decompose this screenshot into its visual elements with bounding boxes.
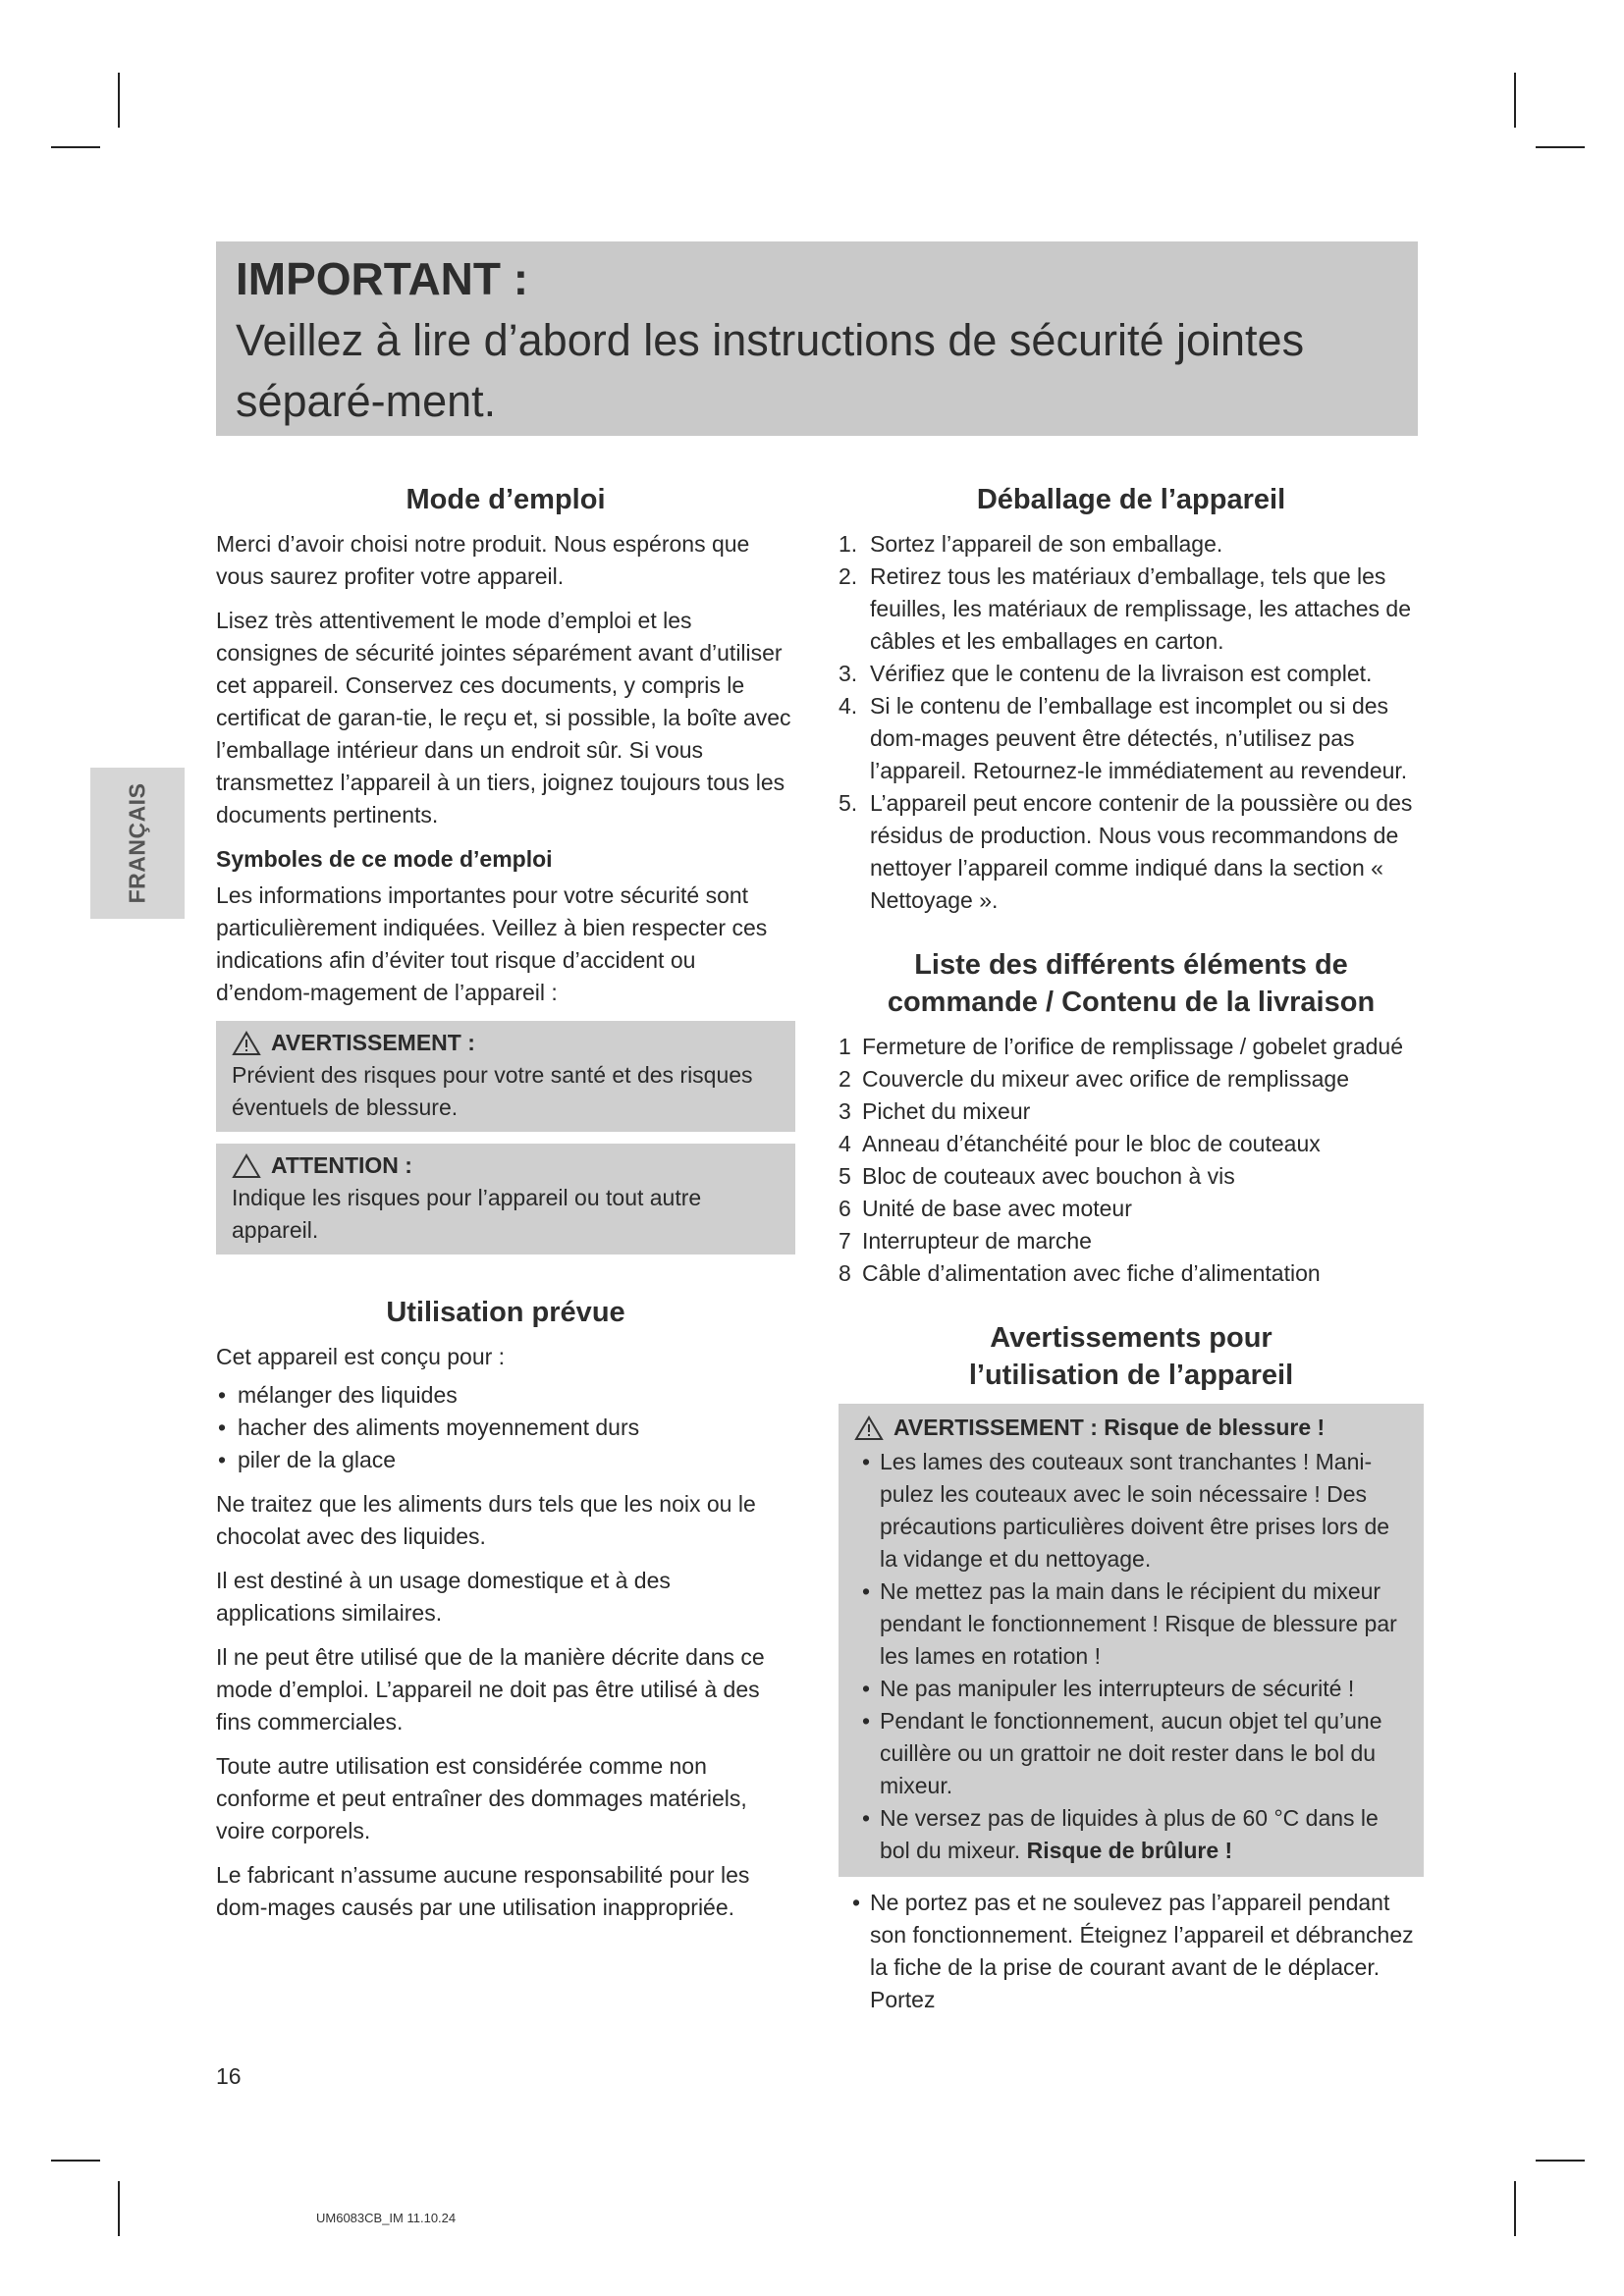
warning-item-text: Les lames des couteaux sont tranchantes ! Mani-pulez les couteaux avec le soin nécessaire ! Des précautions particulières doivent être prises lors de la vidange et du nettoyage.	[880, 1449, 1390, 1572]
part-number: 2	[839, 1066, 851, 1092]
part-text: Anneau d’étanchéité pour le bloc de couteaux	[862, 1131, 1321, 1156]
list-item	[839, 787, 1424, 917]
injury-warning-list	[848, 1446, 1410, 1867]
list-item	[848, 1575, 1410, 1673]
mode-paragraph-2: Lisez très attentivement le mode d’emploi et les consignes de sécurité jointes séparément avant d’utiliser cet appareil. Conservez ces documents, y compris le certificat de garan-tie, le reçu et, si possible, la boîte avec l’emballage intérieur dans un endroit sûr. Si vous transmettez l’appareil à un tiers, joignez toujours tous les documents pertinents.	[216, 608, 791, 828]
warnings-title-line-1: Avertissements pour	[990, 1322, 1272, 1354]
injury-warning-box	[839, 1404, 1424, 1877]
warning-triangle-icon	[854, 1415, 884, 1441]
symbols-title: Symboles de ce mode d’emploi	[216, 846, 553, 872]
step-text: L’appareil peut encore contenir de la poussière ou des résidus de production. Nous vous recommandons de nettoyer l’appareil comme indiqué dans la section « Nettoyage ».	[870, 790, 1413, 913]
after-warning-list	[839, 1887, 1424, 2016]
list-item	[848, 1446, 1410, 1575]
symbols-paragraph: Les informations importantes pour votre sécurité sont particulièrement indiquées. Veillez à bien respecter ces indications afin d’éviter tout risque d’accident ou d’endom-magement de l’appareil :	[216, 882, 768, 1005]
footer-code: UM6083CB_IM 11.10.24	[316, 2211, 457, 2225]
list-item	[839, 1095, 1424, 1128]
warning-text: Prévient des risques pour votre santé et des risques éventuels de blessure.	[232, 1062, 753, 1120]
list-item	[839, 1225, 1424, 1257]
left-column	[216, 481, 795, 1936]
list-item	[839, 1128, 1424, 1160]
page-number: 16	[216, 2063, 242, 2089]
attention-triangle-icon	[232, 1153, 261, 1179]
injury-warning-head: AVERTISSEMENT : Risque de blessure !	[893, 1415, 1326, 1440]
step-text: Retirez tous les matériaux d’emballage, tels que les feuilles, les matériaux de remplissage, les attaches de câbles et les emballages en carton.	[870, 563, 1412, 654]
use-paragraph-2: Il est destiné à un usage domestique et à des applications similaires.	[216, 1568, 671, 1626]
warning-item-text: Pendant le fonctionnement, aucun objet tel qu’une cuillère ou un grattoir ne doit rester dans le bol du mixeur.	[880, 1708, 1382, 1798]
parts-title-line-2: commande / Contenu de la livraison	[887, 987, 1376, 1018]
right-column	[839, 481, 1424, 2016]
warning-triangle-icon	[232, 1031, 261, 1056]
part-text: Couvercle du mixeur avec orifice de remplissage	[862, 1066, 1349, 1092]
part-number: 4	[839, 1131, 851, 1156]
list-item	[839, 1160, 1424, 1193]
after-item-text: Ne portez pas et ne soulevez pas l’appareil pendant son fonctionnement. Éteignez l’appareil et débranchez la fiche de la prise de courant avant de le déplacer. Portez	[870, 1890, 1414, 2012]
part-text: Unité de base avec moteur	[862, 1196, 1132, 1221]
crop-mark	[118, 2181, 120, 2236]
list-item	[839, 561, 1424, 658]
bullet: •	[852, 1890, 861, 1915]
list-item	[839, 528, 1424, 561]
attention-box	[216, 1144, 795, 1255]
crop-mark	[1514, 73, 1516, 128]
warnings-title-line-2: l’utilisation de l’appareil	[968, 1360, 1294, 1391]
list-item: • hacher des aliments moyennement durs	[216, 1412, 795, 1444]
language-tab-label: FRANÇAIS	[124, 782, 150, 904]
use-list	[216, 1379, 795, 1476]
part-number: 6	[839, 1196, 851, 1221]
step-number: 5.	[839, 790, 858, 816]
list-item: • piler de la glace	[216, 1444, 795, 1476]
bullet: •	[862, 1449, 871, 1474]
crop-mark	[51, 2160, 100, 2162]
part-number: 3	[839, 1098, 851, 1124]
step-number: 2.	[839, 563, 858, 589]
list-item	[839, 690, 1424, 787]
part-number: 7	[839, 1228, 851, 1254]
attention-text: Indique les risques pour l’appareil ou tout autre appareil.	[232, 1185, 702, 1243]
step-number: 4.	[839, 693, 858, 719]
list-item	[839, 1887, 1424, 2016]
step-text: Sortez l’appareil de son emballage.	[870, 531, 1223, 557]
part-text: Pichet du mixeur	[862, 1098, 1031, 1124]
crop-mark	[118, 73, 120, 128]
list-item	[839, 1257, 1424, 1290]
bullet: •	[862, 1578, 871, 1604]
list-item	[848, 1673, 1410, 1705]
use-paragraph-4: Toute autre utilisation est considérée comme non conforme et peut entraîner des dommages matériels, voire corporels.	[216, 1753, 747, 1843]
warning-box	[216, 1021, 795, 1132]
burn-risk-strong: Risque de brûlure !	[1026, 1838, 1233, 1863]
part-number: 8	[839, 1260, 851, 1286]
unpack-steps	[839, 528, 1424, 917]
warning-item-text: Ne pas manipuler les interrupteurs de sécurité !	[880, 1676, 1355, 1701]
attention-head: ATTENTION :	[271, 1152, 412, 1178]
list-item	[839, 1193, 1424, 1225]
list-item	[848, 1705, 1410, 1802]
use-intro: Cet appareil est conçu pour :	[216, 1344, 506, 1369]
part-number: 1	[839, 1034, 851, 1059]
step-text: Vérifiez que le contenu de la livraison est complet.	[870, 661, 1373, 686]
list-item: • mélanger des liquides	[216, 1379, 795, 1412]
list-item	[848, 1802, 1410, 1867]
warning-head: AVERTISSEMENT :	[271, 1030, 475, 1055]
crop-mark	[1514, 2181, 1516, 2236]
important-title: IMPORTANT :	[236, 253, 529, 304]
mode-title: Mode d’emploi	[406, 484, 606, 515]
mode-paragraph-1: Merci d’avoir choisi notre produit. Nous espérons que vous saurez profiter votre appareil.	[216, 531, 750, 589]
bullet: •	[862, 1708, 871, 1734]
parts-title-line-1: Liste des différents éléments de	[914, 949, 1348, 981]
use-title: Utilisation prévue	[386, 1297, 625, 1328]
use-paragraph-1: Ne traitez que les aliments durs tels que les noix ou le chocolat avec des liquides.	[216, 1491, 756, 1549]
part-text: Câble d’alimentation avec fiche d’alimentation	[862, 1260, 1321, 1286]
list-item	[839, 658, 1424, 690]
step-text: Si le contenu de l’emballage est incomplet ou si des dom-mages peuvent être détectés, n’utilisez pas l’appareil. Retournez-le immédiatement au revendeur.	[870, 693, 1408, 783]
part-text: Interrupteur de marche	[862, 1228, 1092, 1254]
list-item	[839, 1063, 1424, 1095]
step-number: 1.	[839, 531, 858, 557]
use-paragraph-3: Il ne peut être utilisé que de la manière décrite dans ce mode d’emploi. L’appareil ne doit pas être utilisé à des fins commerciales.	[216, 1644, 765, 1735]
list-item	[839, 1031, 1424, 1063]
bullet: •	[862, 1805, 871, 1831]
part-text: Bloc de couteaux avec bouchon à vis	[862, 1163, 1235, 1189]
warning-item-text: Ne versez pas de liquides à plus de 60 °C dans le bol du mixeur.	[880, 1805, 1379, 1863]
bullet: •	[862, 1676, 871, 1701]
important-banner	[216, 241, 1418, 436]
crop-mark	[1536, 146, 1585, 148]
crop-mark	[1536, 2160, 1585, 2162]
crop-mark	[51, 146, 100, 148]
warning-item-text: Ne mettez pas la main dans le récipient du mixeur pendant le fonctionnement ! Risque de blessure par les lames en rotation !	[880, 1578, 1397, 1669]
use-paragraph-5: Le fabricant n’assume aucune responsabilité pour les dom-mages causés par une utilisation inappropriée.	[216, 1862, 750, 1920]
parts-list	[839, 1031, 1424, 1290]
language-tab	[90, 768, 185, 919]
important-text: Veillez à lire d’abord les instructions de sécurité jointes séparé-ment.	[236, 315, 1305, 426]
part-number: 5	[839, 1163, 851, 1189]
step-number: 3.	[839, 661, 858, 686]
part-text: Fermeture de l’orifice de remplissage / gobelet gradué	[862, 1034, 1404, 1059]
unpack-title: Déballage de l’appareil	[976, 484, 1286, 515]
